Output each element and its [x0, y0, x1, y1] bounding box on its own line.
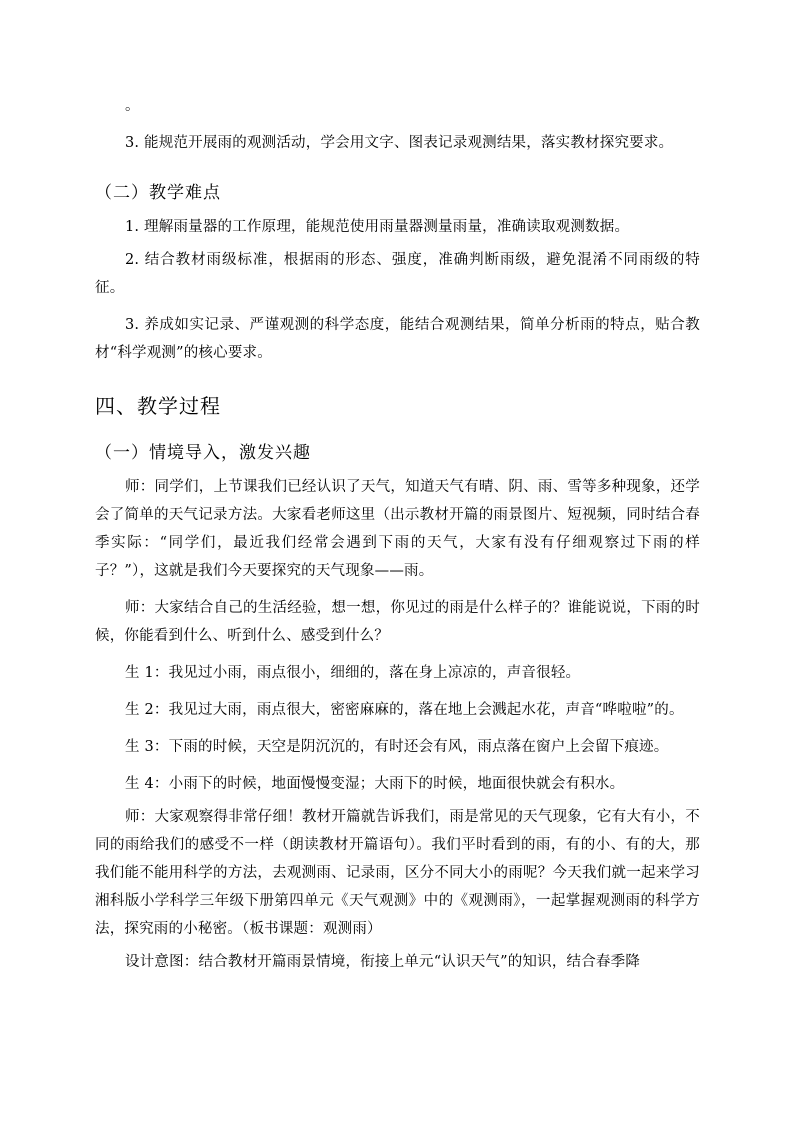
difficulty-item-2: 2. 结合教材雨级标准，根据雨的形态、强度，准确判断雨级，避免混淆不同雨级的特征。	[95, 252, 700, 296]
paragraph-student-1: 生 1：我见过小雨，雨点很小，细细的，落在身上凉凉的，声音很轻。	[125, 665, 581, 681]
paragraph-student-3: 生 3：下雨的时候，天空是阴沉沉的，有时还会有风，雨点落在窗户上会留下痕迹。	[125, 739, 669, 755]
section-heading-difficulties: （二）教学难点	[95, 183, 221, 203]
section-heading-teaching-process: 四、教学过程	[95, 394, 221, 418]
paragraph-teacher-question: 师：大家结合自己的生活经验，想一想，你见过的雨是什么样子的？谁能说说，下雨的时候，你能看到什么、听到什么、感受到什么？	[95, 600, 700, 644]
paragraph-student-2: 生 2：我见过大雨，雨点很大，密密麻麻的，落在地上会溅起水花，声音“哗啦啦”的。	[125, 702, 684, 718]
subsection-heading-introduction: （一）情境导入，激发兴趣	[95, 443, 311, 463]
paragraph-student-4: 生 4：小雨下的时候，地面慢慢变湿；大雨下的时候，地面很快就会有积水。	[125, 776, 625, 792]
difficulty-item-3: 3. 养成如实记录、严谨观测的科学态度，能结合观测结果，简单分析雨的特点，贴合教材“科学观测”的核心要求。	[95, 317, 700, 361]
document-body	[95, 92, 700, 976]
paragraph-design-intent: 设计意图：结合教材开篇雨景情境，衔接上单元“认识天气”的知识，结合春季降	[125, 954, 641, 970]
leading-punctuation: 。	[125, 98, 140, 114]
goal-item-3: 3. 能规范开展雨的观测活动，学会用文字、图表记录观测结果，落实教材探究要求。	[125, 135, 674, 151]
difficulty-item-1: 1. 理解雨量器的工作原理，能规范使用雨量器测量雨量，准确读取观测数据。	[125, 219, 630, 235]
paragraph-teacher-summary: 师：大家观察得非常仔细！教材开篇就告诉我们，雨是常见的天气现象，它有大有小，不同的雨给我们的感受不一样（朗读教材开篇语句）。我们平时看到的雨，有的小、有的大，那我们能不能用科学的方法，去观测雨、记录雨，区分不同大小的雨呢？今天我们就一起来学习湘科版小学科学三年级下册第四单元《天气观测》中的《观测雨》，一起掌握观测雨的科学方法，探究雨的小秘密。（板书课题：观测雨）	[95, 809, 700, 937]
paragraph-teacher-intro: 师：同学们，上节课我们已经认识了天气，知道天气有晴、阴、雨、雪等多种现象，还学会了简单的天气记录方法。大家看老师这里（出示教材开篇的雨景图片、短视频，同时结合春季实际：“同学们，最近我们经常会遇到下雨的天气，大家有没有仔细观察过下雨的样子？”），这就是我们今天要探究的天气现象——雨。	[95, 479, 700, 579]
